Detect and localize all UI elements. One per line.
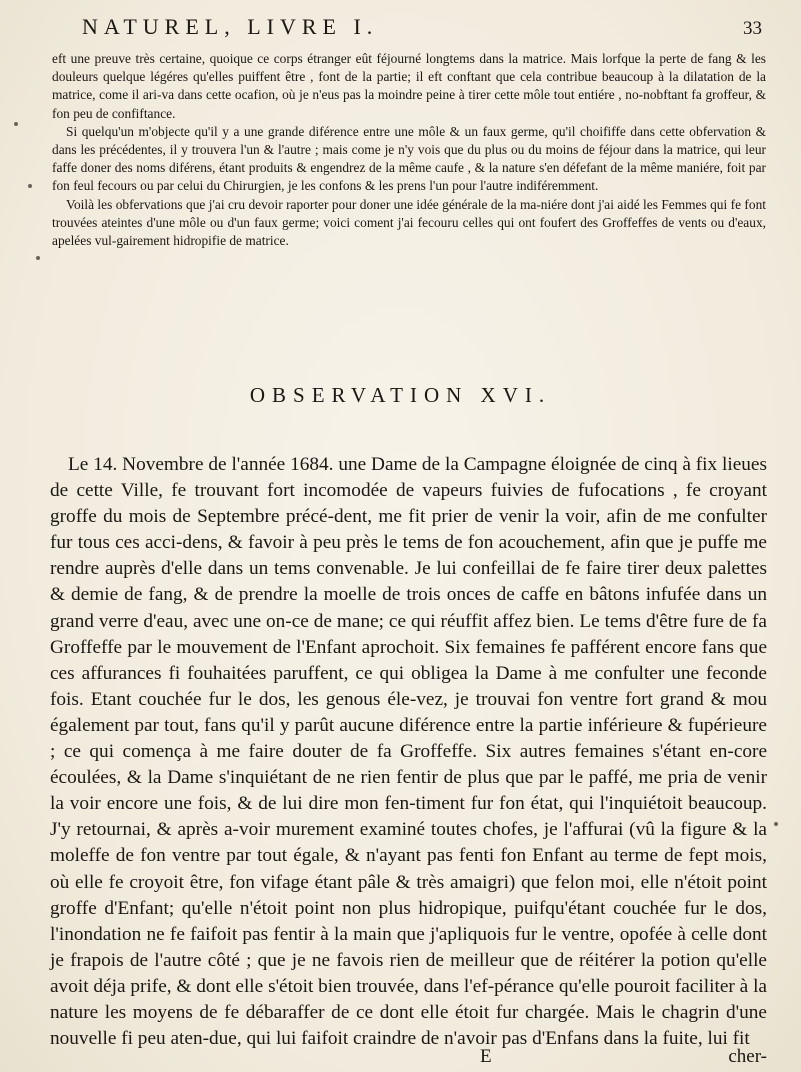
paragraph: Si quelqu'un m'objecte qu'il y a une grande diférence entre une môle & un faux germe, qu'il choififfe dans cette obfervation & dans les précédentes, il y trouvera l'un & l'autre ; mais come je n'y vois que du plus ou du moins de féjour dans la matrice, qui leur faffe doner des noms diférens, étant produits & engendrez de la même caufe , & la nature s'en défefant de la même maniére, foit par fon feul fecours ou par celui du Chirurgien, je les confons & les prens l'un pour l'autre indiféremment. [52, 123, 766, 194]
catchword: cher- [728, 1046, 767, 1067]
margin-mark [774, 822, 778, 826]
page-footer [50, 1046, 767, 1072]
margin-mark [28, 184, 32, 188]
page-number: 33 [743, 18, 762, 39]
margin-mark [36, 256, 40, 260]
observation-heading: OBSERVATION XVI. [249, 383, 552, 407]
margin-mark [14, 122, 18, 126]
paragraph: eft une preuve très certaine, quoique ce corps étranger eût féjourné longtems dans la matrice. Mais lorfque la perte de fang & les douleurs quelque légéres qu'elles puiffent être , font de la partie; il eft conftant que cela contribue beaucoup à la dilatation de la matrice, come il ari-va dans cette ocafion, où je n'eus pas la moindre peine à tirer cette môle tout entiére , no-nobftant fa groffeur, & fon peu de confiftance. [52, 51, 766, 121]
preceding-observation-text [52, 50, 766, 250]
paragraph: Voilà les obfervations que j'ai cru devoir raporter pour doner une idée générale de la ma-niére dont j'ai aidé les Femmes qui fe font trouvées ateintes d'une môle ou d'un faux germe; voici coment j'ai fecouru celles qui ont foufert des Groffeffes de vents ou d'eaux, apelées vul-gairement hidropifie de matrice. [52, 196, 766, 249]
page-header [82, 14, 762, 44]
running-head: NATUREL, LIVRE I. [82, 14, 379, 39]
signature-mark: E [480, 1046, 492, 1067]
paragraph: Le 14. Novembre de l'année 1684. une Dame de la Campagne éloignée de cinq à fix lieues de cette Ville, fe trouvant fort incomodée de vapeurs fuivies de fufocations , fe croyant groffe du mois de Septembre précé-dent, me fit prier de venir la voir, afin de me confulter fur tous ces acci-dens, & favoir à peu près le tems de fon acouchement, afin que je puffe me rendre auprès d'elle dans un tems convenable. Je lui confeillai de fe faire tirer deux palettes & demie de fang, & de prendre la moelle de trois onces de caffe en bâtons infufée dans un grand verre d'eau, avec une on-ce de mane; ce qui réuffit affez bien. Le tems d'être fure de fa Groffeffe par le mouvement de l'Enfant aprochoit. Six femaines fe pafférent encore fans que ces affurances fi fouhaitées paruffent, ce qui obligea la Dame à me confulter une feconde fois. Etant couchée fur le dos, les genous éle-vez, je trouvai fon ventre fort grand & mou également par tout, fans qu'il y parût aucune diférence entre la partie inférieure & fupérieure ; ce qui comença à me faire douter de fa Groffeffe. Six autres femaines s'étant en-core écoulées, & la Dame s'inquiétant de ne rien fentir de plus que par le paffé, me pria de venir la voir encore une fois, & de lui dire mon fen-timent fur fon état, qui l'inquiétoit beaucoup. J'y retournai, & après a-voir murement examiné toutes chofes, je l'affurai (vû la figure & la moleffe de fon ventre par tout égale, & n'ayant pas fenti fon Enfant au terme de fept mois, où elle fe croyoit être, fon vifage étant pâle & très amaigri) que felon moi, elle n'étoit point groffe d'Enfant; qu'elle n'étoit point non plus hidropique, puifqu'étant couchée fur le dos, l'inondation ne fe faifoit pas fentir à la main que j'apliquois fur le ventre, opofée à celle dont je frapois de l'autre côté ; que je ne favois rien de meilleur que de réitérer la potion qu'elle avoit déja prife, & dont elle s'étoit bien trouvée, dans l'ef-pérance qu'elle pouroit faciliter à la nature les moyens de fe débaraffer de ce dont elle étoit fur chargée. Mais le chagrin d'une nouvelle fi peu aten-due, qui lui faifoit craindre de n'avoir pas d'Enfans dans la fuite, lui fit [50, 454, 767, 1050]
observation-body [50, 452, 767, 1052]
